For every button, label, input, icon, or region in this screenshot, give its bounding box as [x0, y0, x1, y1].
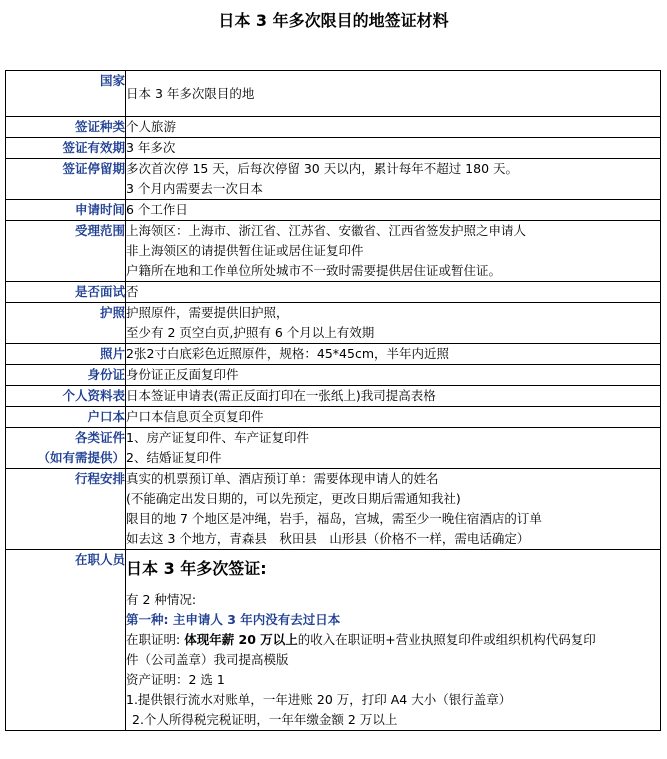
row-passport — [6, 303, 661, 344]
row-photo — [6, 344, 661, 365]
employment-proof-line2: 件（公司盖章）我司提高模版 — [126, 652, 289, 667]
stay-value — [126, 159, 661, 200]
visa-type-label: 签证种类 — [6, 117, 126, 138]
certificates-value — [126, 428, 661, 469]
asset-option-2: 2.个人所得税完税证明，一年年缴金额 2 万以上 — [132, 712, 398, 727]
employed-value — [126, 550, 661, 731]
personal-form-label: 个人资料表 — [6, 386, 126, 407]
validity-value: 3 年多次 — [126, 138, 661, 159]
passport-label: 护照 — [6, 303, 126, 344]
employment-proof-salary: 体现年薪 20 万以上 — [184, 632, 298, 647]
id-card-label: 身份证 — [6, 365, 126, 386]
certificates-label-line: 各类证件 — [74, 430, 125, 445]
itinerary-line: 如去这 3 个地方，青森县 秋田县 山形县（价格不一样，需电话确定） — [126, 531, 530, 546]
itinerary-line: 限目的地 7 个地区是冲绳，岩手，福岛，宫城，需至少一晚住宿酒店的订单 — [126, 511, 542, 526]
employed-heading: 日本 3 年多次签证: — [126, 559, 267, 578]
passport-line: 护照原件，需要提供旧护照， — [126, 305, 289, 320]
employed-case1: 第一种: 主申请人 3 年内没有去过日本 — [126, 612, 341, 627]
employment-proof — [126, 630, 660, 650]
scope-label: 受理范围 — [6, 221, 126, 282]
row-itinerary — [6, 469, 661, 550]
row-personal-form — [6, 386, 661, 407]
scope-line: 户籍所在地和工作单位所处城市不一致时需要提供居住证或暂住证。 — [126, 263, 502, 278]
country-value: 日本 3 年多次限目的地 — [126, 71, 661, 117]
stay-line: 3 个月内需要去一次日本 — [126, 181, 263, 196]
employment-proof-rest: 的收入在职证明+营业执照复印件或组织机构代码复印 — [297, 632, 596, 647]
id-card-value: 身份证正反面复印件 — [126, 365, 661, 386]
passport-line: 至少有 2 页空白页,护照有 6 个月以上有效期 — [126, 325, 375, 340]
row-employed — [6, 550, 661, 731]
hukou-value: 户口本信息页全页复印件 — [126, 407, 661, 428]
stay-line: 多次首次停 15 天，后每次停留 30 天以内，累计每年不超过 180 天。 — [126, 161, 519, 176]
page-title: 日本 3 年多次限目的地签证材料 — [218, 11, 449, 30]
row-hukou — [6, 407, 661, 428]
scope-line: 非上海领区的请提供暂住证或居住证复印件 — [126, 243, 364, 258]
scope-line: 上海领区：上海市、浙江省、江苏省、安徽省、江西省签发护照之申请人 — [126, 223, 527, 238]
certificates-label — [6, 428, 126, 469]
asset-proof: 资产证明：2 选 1 — [126, 672, 225, 687]
country-label: 国家 — [6, 71, 126, 117]
row-stay — [6, 159, 661, 200]
visa-requirements-table — [5, 70, 661, 731]
photo-value: 2张2寸白底彩色近照原件，规格：45*45cm，半年内近照 — [126, 344, 661, 365]
stay-label: 签证停留期 — [6, 159, 126, 200]
itinerary-line: 真实的机票预订单、酒店预订单：需要体现申请人的姓名 — [126, 471, 439, 486]
validity-label: 签证有效期 — [6, 138, 126, 159]
row-interview — [6, 282, 661, 303]
row-processing — [6, 200, 661, 221]
processing-label: 申请时间 — [6, 200, 126, 221]
hukou-label: 户口本 — [6, 407, 126, 428]
certificates-line: 2、结婚证复印件 — [126, 450, 222, 465]
itinerary-value — [126, 469, 661, 550]
scope-value — [126, 221, 661, 282]
row-validity — [6, 138, 661, 159]
certificates-label-line: （如有需提供） — [37, 450, 125, 465]
photo-label: 照片 — [6, 344, 126, 365]
personal-form-value: 日本签证申请表(需正反面打印在一张纸上)我司提高表格 — [126, 386, 661, 407]
visa-type-value: 个人旅游 — [126, 117, 661, 138]
employed-label: 在职人员 — [6, 550, 126, 731]
row-certificates — [6, 428, 661, 469]
asset-option-1: 1.提供银行流水对账单，一年进账 20 万，打印 A4 大小（银行盖章） — [126, 692, 512, 707]
passport-value — [126, 303, 661, 344]
itinerary-label: 行程安排 — [6, 469, 126, 550]
row-scope — [6, 221, 661, 282]
employed-intro: 有 2 种情况: — [126, 592, 197, 607]
interview-label: 是否面试 — [6, 282, 126, 303]
interview-value: 否 — [126, 282, 661, 303]
employment-proof-prefix: 在职证明: — [126, 632, 185, 647]
row-id-card — [6, 365, 661, 386]
row-visa-type — [6, 117, 661, 138]
itinerary-line: (不能确定出发日期的，可以先预定，更改日期后需通知我社) — [126, 491, 461, 506]
certificates-line: 1、房产证复印件、车产证复印件 — [126, 430, 309, 445]
row-country — [6, 71, 661, 117]
processing-value: 6 个工作日 — [126, 200, 661, 221]
